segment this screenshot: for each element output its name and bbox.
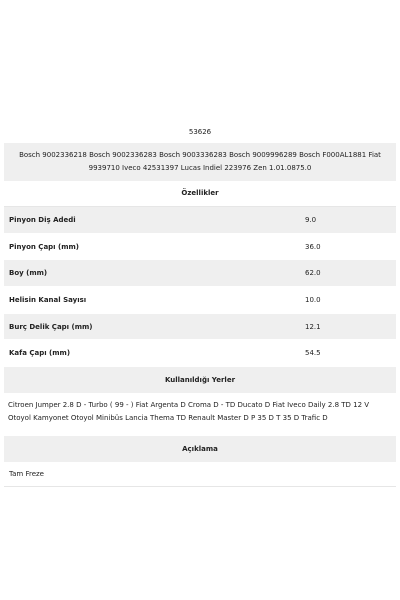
spec-label: Burç Delik Çapı (mm) [9,322,93,331]
product-detail-sheet [4,121,396,487]
spec-value: 9.0 [305,215,317,224]
usage-heading: Kullanıldığı Yerler [4,367,396,393]
spec-value: 10.0 [305,295,321,304]
spec-value: 36.0 [305,242,321,251]
spec-label: Boy (mm) [9,269,48,278]
spec-row-pinion-diameter [4,234,396,261]
spec-row-pinion-teeth [4,207,396,234]
spec-label: Kafa Çapı (mm) [9,349,71,358]
spec-value: 62.0 [305,269,321,278]
spec-label: Helisin Kanal Sayısı [9,295,87,304]
description-heading: Açıklama [4,436,396,462]
product-code: 53626 [4,121,396,143]
spec-row-helix-grooves [4,287,396,314]
usage-text: Citroen Jumper 2.8 D - Turbo ( 99 - ) Fiat Argenta D Croma D - TD Ducato D Fiat Iveco Daily 2.8 TD 12 V Otoyol Kamyonet Otoyol Minibüs Lancia Thema TD Renault Master D P 35 D T 35 D Trafic D [8,401,370,423]
oem-numbers: Bosch 9002336218 Bosch 9002336283 Bosch 9003336283 Bosch 9009996289 Bosch F000AL1881 Fiat 9939710 Iveco 42531397 Lucas Indiel 223976 Zen 1.01.0875.0 [4,143,396,181]
spec-label: Pinyon Diş Adedi [9,215,76,224]
features-table [4,207,396,367]
spec-row-head-diameter [4,340,396,367]
spec-row-length [4,260,396,287]
spec-label: Pinyon Çapı (mm) [9,242,79,251]
spec-value: 54.5 [305,349,321,358]
spec-value: 12.1 [305,322,321,331]
features-heading: Özellikler [4,181,396,207]
spec-row-bushing-bore [4,314,396,341]
description-text: Tam Freze [4,462,396,487]
